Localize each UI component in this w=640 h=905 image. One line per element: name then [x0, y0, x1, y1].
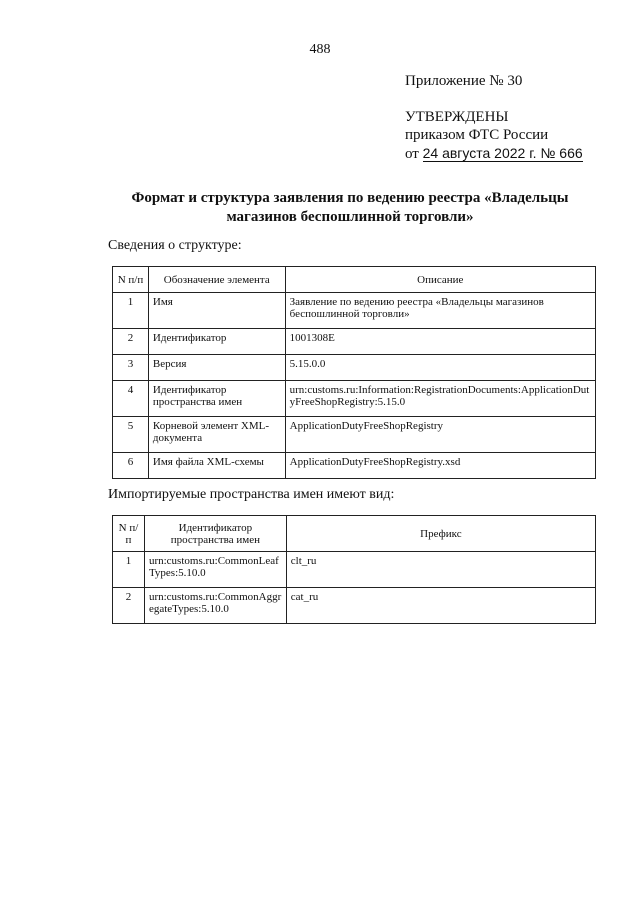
- title-line-2: магазинов беспошлинной торговли»: [226, 209, 474, 225]
- element-description: urn:customs.ru:Information:RegistrationDocuments:ApplicationDutyFreeShopRegistry:5.15.0: [285, 381, 595, 417]
- element-description: 5.15.0.0: [285, 355, 595, 381]
- row-number: 1: [113, 293, 149, 329]
- table-row: [113, 293, 596, 329]
- element-description: ApplicationDutyFreeShopRegistry: [285, 417, 595, 453]
- document-title: [0, 189, 640, 227]
- order-label: приказом ФТС России: [405, 127, 549, 143]
- page-number: 488: [309, 42, 331, 57]
- table-row: [113, 552, 596, 588]
- structure-heading: Сведения о структуре:: [108, 238, 242, 253]
- structure-table: [112, 266, 596, 479]
- approved-label: УТВЕРЖДЕНЫ: [405, 109, 509, 125]
- element-name: Версия: [148, 355, 285, 381]
- namespace-prefix: clt_ru: [286, 552, 595, 588]
- element-description: ApplicationDutyFreeShopRegistry.xsd: [285, 453, 595, 479]
- row-number: 2: [113, 588, 145, 624]
- element-name: Идентификатор: [148, 329, 285, 355]
- namespaces-header-row: [113, 516, 596, 552]
- table-row: [113, 453, 596, 479]
- table-row: [113, 381, 596, 417]
- row-number: 3: [113, 355, 149, 381]
- column-header: N п/п: [113, 516, 145, 552]
- table-row: [113, 417, 596, 453]
- element-description: 1001308E: [285, 329, 595, 355]
- table-row: [113, 355, 596, 381]
- element-name: Корневой элемент XML-документа: [148, 417, 285, 453]
- namespaces-heading: Импортируемые пространства имен имеют вид:: [108, 487, 395, 502]
- column-header: Префикс: [286, 516, 595, 552]
- namespaces-table: [112, 515, 596, 624]
- column-header: Обозначение элемента: [148, 267, 285, 293]
- table-row: [113, 588, 596, 624]
- column-header: Описание: [285, 267, 595, 293]
- row-number: 2: [113, 329, 149, 355]
- approval-date-line: [405, 145, 583, 163]
- namespace-identifier: urn:customs.ru:CommonLeafTypes:5.10.0: [144, 552, 286, 588]
- table-row: [113, 329, 596, 355]
- row-number: 6: [113, 453, 149, 479]
- date-prefix: от: [405, 146, 419, 162]
- handwritten-date: 24 августа 2022 г. № 666: [422, 145, 583, 161]
- appendix-label: Приложение № 30: [405, 73, 523, 89]
- element-name: Имя: [148, 293, 285, 329]
- row-number: 4: [113, 381, 149, 417]
- row-number: 5: [113, 417, 149, 453]
- column-header: N п/п: [113, 267, 149, 293]
- namespace-prefix: cat_ru: [286, 588, 595, 624]
- structure-header-row: [113, 267, 596, 293]
- element-name: Идентификатор пространства имен: [148, 381, 285, 417]
- row-number: 1: [113, 552, 145, 588]
- element-name: Имя файла XML-схемы: [148, 453, 285, 479]
- column-header: Идентификатор пространства имен: [144, 516, 286, 552]
- element-description: Заявление по ведению реестра «Владельцы магазинов беспошлинной торговли»: [285, 293, 595, 329]
- namespace-identifier: urn:customs.ru:CommonAggregateTypes:5.10.0: [144, 588, 286, 624]
- title-line-1: Формат и структура заявления по ведению реестра «Владельцы: [131, 190, 569, 206]
